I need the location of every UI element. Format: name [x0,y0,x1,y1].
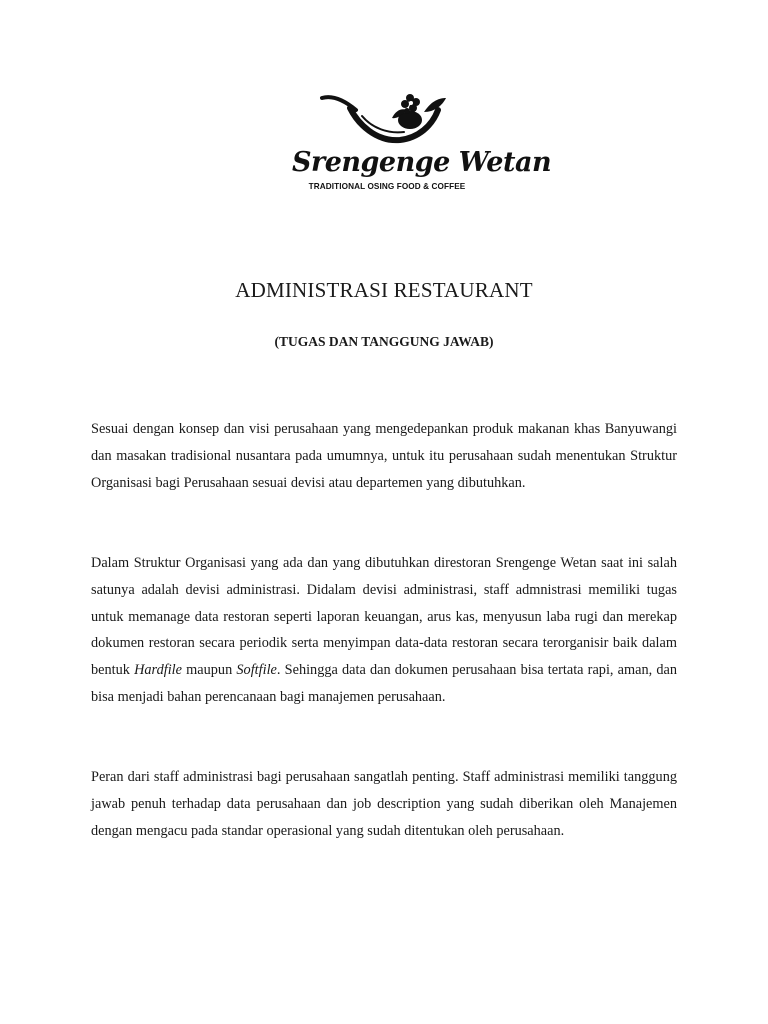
paragraph-2-part-1: Dalam Struktur Organisasi yang ada dan yang dibutuhkan direstoran Srengenge Wetan saat ini salah satunya adalah devisi administrasi. Didalam devisi administrasi, staff admnistrasi memiliki tugas untuk memanage data restoran seperti laporan keuangan, arus kas, menyusun laba rugi dan merekap dokumen restoran secara periodik serta menyimpan data-data restoran secara terorganisir baik dalam bentuk [91,555,677,679]
paragraph-1: Sesuai dengan konsep dan visi perusahaan yang mengedepankan produk makanan khas Banyuwangi dan masakan tradisional nusantara pada umumnya, untuk itu perusahaan sudah menentukan Struktur Organisasi bagi Perusahaan sesuai devisi atau departemen yang dibutuhkan. [91,421,677,491]
document-subtitle: (TUGAS DAN TANGGUNG JAWAB) [274,334,494,349]
spoon-flower-icon [292,90,482,150]
paragraph-2-part-3: . Sehingga data dan dokumen perusahaan bisa tertata rapi, aman, dan bisa menjadi bahan perencanaan bagi manajemen perusahaan. [91,662,677,705]
logo-brand-name: Srengenge Wetan [292,147,552,178]
paragraph-2 [91,550,677,711]
logo-tagline: TRADITIONAL OSING FOOD & COFFEE [308,182,466,191]
document-title: ADMINISTRASI RESTAURANT [235,278,533,302]
paragraph-3: Peran dari staff administrasi bagi perusahaan sangatlah penting. Staff administrasi memiliki tanggung jawab penuh terhadap data perusahaan dan job description yang sudah diberikan oleh Manajemen dengan mengacu pada standar operasional yang sudah ditentukan oleh perusahaan. [91,769,677,839]
hardfile-term: Hardfile [134,662,182,679]
paragraph-2-part-2: maupun [182,662,237,679]
company-logo [292,90,552,200]
softfile-term: Softfile [236,662,277,679]
